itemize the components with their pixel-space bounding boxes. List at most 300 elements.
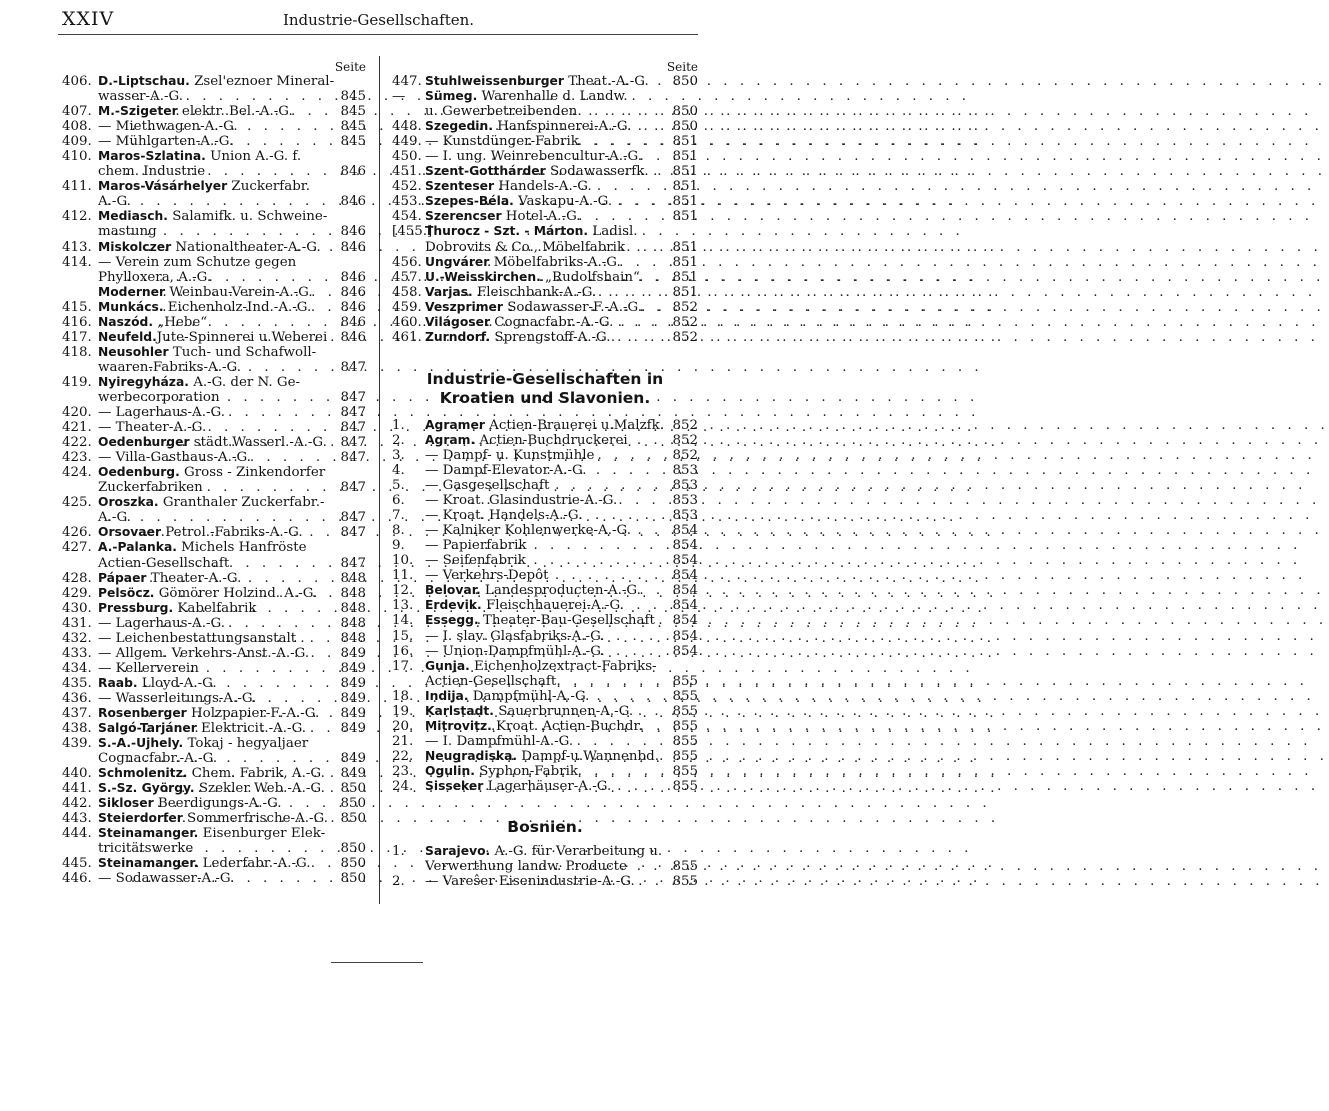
- page-ref: 845: [340, 119, 366, 135]
- entry-number: 2.: [392, 874, 405, 890]
- list-item: [392, 224, 698, 254]
- page-ref: 855: [672, 718, 698, 734]
- page-ref: 855: [672, 748, 698, 764]
- list-item: [62, 420, 366, 435]
- page-ref: 846: [340, 164, 366, 180]
- entry-line: [392, 463, 698, 478]
- list-item: [62, 255, 366, 300]
- entry-description: Weinbau-Verein-A.-G.: [165, 284, 313, 300]
- page-ref: 847: [340, 525, 366, 541]
- leader-dots: [127, 751, 336, 766]
- entry-description: Möbelfabriks-A.-G.: [489, 254, 621, 270]
- leader-dots: [470, 255, 668, 270]
- entry-line: [62, 465, 366, 480]
- page-ref: 855: [672, 778, 698, 794]
- entry-description: Szekler Web.-A.-G.: [194, 781, 325, 797]
- entry-line: [392, 224, 698, 239]
- entry-description: — Villa-Gasthaus-A.-G.: [98, 450, 251, 466]
- entry-text: [98, 660, 199, 676]
- entry-line: [62, 616, 366, 631]
- leader-dots: [471, 598, 668, 613]
- entry-line: [392, 598, 698, 613]
- entry-description: Fleischhauerei-A.-G.: [481, 598, 624, 614]
- page-ref: 847: [340, 510, 366, 526]
- entry-text: [425, 763, 579, 779]
- entry-description: — Papierfabrik: [425, 538, 527, 554]
- list-item: [392, 583, 698, 598]
- entry-continuation: [62, 510, 366, 525]
- entry-text: [98, 751, 218, 767]
- entry-description: — I. slav. Glasfabriks-A.-G.: [425, 628, 605, 644]
- entry-text: [425, 703, 634, 719]
- entry-text: [425, 104, 578, 120]
- leader-dots: [469, 330, 668, 345]
- list-item: [62, 74, 366, 104]
- list-item: [62, 435, 366, 450]
- entry-text: [98, 465, 366, 480]
- entry-number: 433.: [62, 645, 92, 661]
- list-item: [392, 433, 698, 448]
- company-name: Világoser: [425, 314, 491, 329]
- entry-description: Fleischbank-A.-G.: [472, 284, 597, 300]
- leader-dots: [131, 871, 336, 886]
- entry-text: [98, 811, 328, 827]
- list-item: [62, 601, 366, 616]
- company-name: Varjas.: [425, 284, 473, 299]
- entry-description: — Vareŝer Eisenindustrie-A.-G.: [425, 874, 635, 890]
- leader-dots: [456, 478, 668, 493]
- page-ref: 851: [672, 149, 698, 165]
- company-name: S.-Sz. György.: [98, 781, 195, 796]
- entry-text: [425, 844, 698, 859]
- company-name: Stuhlweissenburger: [425, 74, 564, 88]
- leader-dots: [462, 104, 668, 119]
- company-name: U.-Weisskirchen.: [425, 269, 541, 284]
- company-name: Gunja.: [425, 658, 470, 673]
- entry-line: [392, 194, 698, 209]
- list-item: [62, 104, 366, 119]
- company-name: Steinamanger.: [98, 856, 199, 871]
- page-ref: 855: [672, 859, 698, 875]
- leader-dots: [148, 766, 336, 781]
- entry-line: [392, 764, 698, 779]
- entry-continuation: [62, 751, 366, 766]
- entry-number: 18.: [392, 688, 414, 704]
- list-item: [62, 826, 366, 856]
- entry-number: 417.: [62, 329, 92, 345]
- entry-number: 432.: [62, 630, 92, 646]
- page-ref: 855: [672, 703, 698, 719]
- leader-dots: [462, 134, 668, 149]
- leader-dots: [120, 89, 336, 104]
- leader-dots: [135, 601, 336, 616]
- page-ref: 850: [340, 811, 366, 827]
- list-item: [392, 149, 698, 164]
- entry-line: [62, 571, 366, 586]
- list-item: [392, 644, 698, 659]
- list-item: [392, 209, 698, 224]
- company-name: Mitrovitz.: [425, 718, 492, 733]
- leader-dots: [473, 874, 668, 889]
- list-item: [392, 734, 698, 749]
- entry-description: Nationaltheater-A.-G.: [171, 239, 321, 255]
- entry-description: Vaskapu-A.-G.: [513, 194, 613, 210]
- list-item: [392, 448, 698, 463]
- page-ref: 854: [672, 598, 698, 614]
- leader-dots: [451, 538, 668, 553]
- entry-description: Handels-A.-G.: [494, 179, 592, 195]
- page-ref: 847: [340, 389, 366, 405]
- entry-number: 411.: [62, 179, 92, 195]
- leader-dots: [127, 676, 336, 691]
- entry-line: [62, 435, 366, 450]
- entry-line: [392, 119, 698, 134]
- page-ref: 853: [672, 493, 698, 509]
- list-item: [62, 525, 366, 540]
- entry-description: — Kalniker Kohlenwerke-A.-G.: [425, 523, 631, 539]
- entry-description: Warenhalle d. Landw.: [477, 89, 628, 105]
- entry-description: — Kunstdünger-Fabrik: [425, 134, 579, 150]
- leader-dots: [469, 779, 668, 794]
- page-ref: 846: [340, 299, 366, 315]
- entry-text: [98, 164, 206, 180]
- leader-dots: [129, 405, 336, 420]
- entry-text: [98, 615, 225, 631]
- leader-dots: [469, 315, 668, 330]
- leader-dots: [146, 856, 336, 871]
- entry-text: [425, 74, 649, 89]
- entry-line: [392, 568, 698, 583]
- company-name: Agramer: [425, 417, 485, 432]
- entry-description: — Dampf-Elevator-A.-G.: [425, 462, 587, 478]
- list-item: [392, 493, 698, 508]
- entry-text: [98, 841, 194, 857]
- page-ref: 847: [340, 420, 366, 436]
- entry-description: Lloyd-A.-G.: [137, 675, 217, 691]
- page-ref: 849: [340, 660, 366, 676]
- entry-description: elektr. Bel.-A.-G.: [177, 104, 293, 120]
- leader-dots: [478, 418, 668, 433]
- entry-line: [392, 255, 698, 270]
- entry-number: 410.: [62, 149, 92, 165]
- right-column: [392, 60, 698, 889]
- entry-number: 421.: [62, 420, 92, 436]
- entry-text: [98, 375, 366, 390]
- entry-description: Sprengstoff-A.-G.: [490, 329, 611, 345]
- entry-description: Eisenburger Elek-: [198, 826, 326, 842]
- leader-dots: [147, 586, 336, 601]
- entry-text: [425, 417, 664, 433]
- page-ref: 846: [340, 314, 366, 330]
- list-item: [392, 764, 698, 779]
- entry-line: [392, 330, 698, 345]
- entry-number: 434.: [62, 660, 92, 676]
- list-item: [62, 149, 366, 179]
- list-item: [62, 796, 366, 811]
- list-item: [62, 179, 366, 209]
- entry-description: Phylloxera, A.-G.: [98, 269, 212, 285]
- leader-dots: [470, 493, 668, 508]
- leader-dots: [107, 194, 336, 209]
- list-item: [62, 661, 366, 676]
- entry-number: 438.: [62, 721, 92, 737]
- entry-description: — Verkehrs-Depôt: [425, 568, 549, 584]
- entry-description: Cognacfabr.-A.-G.: [490, 314, 614, 330]
- list-item: [392, 613, 698, 628]
- list-item: [392, 300, 698, 315]
- entry-number: 13.: [392, 598, 414, 614]
- entry-description: — Allgem. Verkehrs-Anst.-A.-G.: [98, 645, 310, 661]
- page-ref: 851: [672, 239, 698, 255]
- entry-description: Tokaj - hegyaljaer: [183, 736, 309, 752]
- entry-number: 444.: [62, 826, 92, 842]
- entry-text: [98, 329, 328, 345]
- entry-description: werbecorporation: [98, 389, 220, 405]
- company-name: Sikloser: [98, 796, 154, 811]
- entry-description: Lagerhäuser-A.-G.: [483, 778, 612, 794]
- leader-dots: [464, 463, 668, 478]
- entry-line: [62, 676, 366, 691]
- entry-number: 449.: [392, 134, 422, 150]
- leader-dots: [476, 164, 668, 179]
- list-item: [392, 719, 698, 734]
- entry-description: Syphon-Fabrik: [474, 763, 579, 779]
- entry-text: [98, 104, 293, 120]
- entry-text: [98, 134, 234, 150]
- entry-text: [425, 598, 624, 614]
- entry-line: [392, 749, 698, 764]
- list-item: [392, 478, 698, 493]
- entry-continuation: [62, 164, 366, 179]
- entry-line: [62, 706, 366, 721]
- company-name: Indija.: [425, 688, 469, 703]
- entry-line: [392, 285, 698, 300]
- entry-description: Granthaler Zuckerfabr.-: [158, 495, 325, 511]
- entry-line: [392, 613, 698, 628]
- entry-number: 14.: [392, 613, 414, 629]
- entry-text: [98, 871, 235, 887]
- list-item: [392, 844, 698, 874]
- leader-dots: [125, 315, 336, 330]
- entry-description: Actien-Brauerei u.Malzfk.: [484, 417, 664, 433]
- list-item: [392, 598, 698, 613]
- entry-text: [425, 149, 642, 165]
- entry-number: —: [392, 89, 406, 105]
- company-name: Thurocz - Szt. - Márton.: [425, 224, 589, 239]
- page-ref: 847: [340, 450, 366, 466]
- left-column: [62, 60, 366, 887]
- entry-number: 8.: [392, 523, 405, 539]
- entry-description: — Kellerverein: [98, 660, 199, 676]
- entry-text: [98, 630, 305, 646]
- page-title: Industrie-Gesellschaften.: [282, 11, 475, 29]
- page-ref: 854: [672, 643, 698, 659]
- page-ref: 848: [340, 570, 366, 586]
- entry-number: 16.: [392, 643, 414, 659]
- entry-description: — Lagerhaus-A.-G.: [98, 405, 225, 421]
- list-item: [392, 508, 698, 523]
- entry-description: Hanfspinnerei-A.-G.: [492, 119, 632, 135]
- entry-number: 4.: [392, 462, 405, 478]
- entry-description: Actien-Buchdruckerei: [475, 432, 628, 448]
- entry-line: [392, 689, 698, 704]
- entry-description: Sodawasserfk.: [545, 164, 649, 180]
- entry-text: [425, 553, 526, 569]
- leader-dots: [123, 661, 336, 676]
- entry-line: [62, 255, 366, 270]
- list-item: [62, 465, 366, 495]
- entry-number: 445.: [62, 856, 92, 872]
- seite-label-left: Seite: [334, 60, 366, 74]
- leader-dots: [132, 571, 336, 586]
- entry-continuation: [62, 194, 366, 209]
- entry-number: 437.: [62, 705, 92, 721]
- entry-line: [392, 433, 698, 448]
- company-name: Belovar.: [425, 583, 481, 598]
- list-item: [62, 691, 366, 706]
- company-name: S.-A.-Ujhely.: [98, 736, 184, 751]
- page-ref: 848: [340, 615, 366, 631]
- entry-text: [425, 673, 557, 689]
- entry-number: 6.: [392, 493, 405, 509]
- entry-text: [425, 523, 631, 539]
- page-ref: 846: [340, 269, 366, 285]
- list-item: [62, 721, 366, 736]
- company-name: Maros-Szlatina.: [98, 149, 206, 164]
- entry-description: Michels Hanfröste: [176, 540, 307, 556]
- entry-text: [98, 510, 131, 526]
- list-item: [62, 119, 366, 134]
- list-item: [392, 119, 698, 134]
- entry-number: 425.: [62, 495, 92, 511]
- entry-text: [98, 239, 321, 255]
- entry-text: [425, 568, 549, 584]
- leader-dots: [145, 631, 336, 646]
- entry-line: [392, 315, 698, 330]
- entry-description: A.-G. der N. Ge-: [188, 374, 301, 390]
- page-ref: 854: [672, 613, 698, 629]
- company-name: Steierdorfer: [98, 811, 183, 826]
- entry-description: Hotel-A.-G.: [501, 209, 581, 225]
- company-name: Pápaer: [98, 570, 147, 585]
- entry-description: — Miethwagen-A.-G.: [98, 119, 238, 135]
- entry-description: Eichenholz-Ind.-A.-G.: [163, 299, 312, 315]
- company-name: Karlstadt.: [425, 703, 494, 718]
- entry-text: [425, 538, 527, 554]
- entry-number: 441.: [62, 781, 92, 797]
- entry-continuation: [62, 480, 366, 495]
- list-item: [392, 315, 698, 330]
- company-name: Erdevik.: [425, 598, 482, 613]
- company-name: Steinamanger.: [98, 826, 199, 841]
- leader-dots: [113, 224, 336, 239]
- entry-text: [425, 299, 642, 315]
- company-name: Rosenberger: [98, 705, 187, 720]
- leader-dots: [463, 508, 668, 523]
- entry-number: 412.: [62, 209, 92, 225]
- leader-dots: [145, 646, 336, 661]
- page-ref: 852: [672, 417, 698, 433]
- entry-line: [392, 300, 698, 315]
- entry-line: [62, 330, 366, 345]
- entry-text: [98, 359, 241, 375]
- entry-number: 10.: [392, 553, 414, 569]
- entry-text: [425, 733, 574, 749]
- entry-text: [98, 781, 325, 797]
- entry-description: Sodawasser-F.-A.-G.: [502, 299, 642, 315]
- company-name: Orsovaer: [98, 525, 162, 540]
- list-item: [62, 495, 366, 525]
- list-item: [62, 209, 366, 239]
- leader-dots: [128, 390, 336, 405]
- entry-text: [98, 405, 225, 421]
- entry-number: 414.: [62, 254, 92, 270]
- entry-line: [62, 450, 366, 465]
- leader-dots: [134, 450, 336, 465]
- entry-text: [98, 299, 312, 315]
- page-ref: 850: [672, 104, 698, 120]
- entry-text: [98, 224, 157, 240]
- list-item: [62, 706, 366, 721]
- entry-description: Eichenholzextract-Fabriks-: [469, 658, 657, 674]
- page-ref: 853: [672, 508, 698, 524]
- entry-number: 423.: [62, 450, 92, 466]
- entry-continuation: [62, 270, 366, 285]
- entry-number: 416.: [62, 314, 92, 330]
- entry-text: [98, 119, 238, 135]
- list-item: [392, 330, 698, 345]
- entry-description: — Seifenfabrik: [425, 553, 526, 569]
- leader-dots: [126, 270, 336, 285]
- entry-line: [62, 495, 366, 510]
- page-ref: 853: [672, 478, 698, 494]
- entry-text: [425, 179, 592, 195]
- page-ref: 851: [672, 179, 698, 195]
- entry-line: [62, 420, 366, 435]
- entry-text: [98, 389, 220, 405]
- entry-number: 454.: [392, 209, 422, 225]
- entry-text: [425, 874, 635, 890]
- list-item: [392, 270, 698, 285]
- entry-text: [425, 478, 550, 494]
- entry-number: 431.: [62, 615, 92, 631]
- entry-text: [98, 675, 217, 691]
- entry-line: [62, 315, 366, 330]
- company-name: Mediasch.: [98, 209, 168, 224]
- entry-text: [98, 255, 366, 270]
- entry-line: [62, 721, 366, 736]
- entry-description: Union A.-G. f.: [205, 149, 302, 165]
- page-ref: 847: [340, 359, 366, 375]
- entry-continuation: [392, 240, 698, 255]
- page-ref: 851: [672, 164, 698, 180]
- leader-dots: [140, 796, 336, 811]
- leader-dots: [451, 553, 668, 568]
- entry-text: [98, 89, 183, 105]
- company-name: M.-Szigeter: [98, 104, 178, 119]
- entry-description: u. Gewerbetreibenden: [425, 104, 578, 120]
- leader-dots: [473, 704, 668, 719]
- entry-number: 24.: [392, 778, 414, 794]
- leader-dots: [147, 240, 336, 255]
- entry-line: [392, 134, 698, 149]
- entry-line: [392, 659, 698, 674]
- entry-text: [98, 766, 325, 782]
- entry-number: 424.: [62, 465, 92, 481]
- page-ref: 846: [340, 329, 366, 345]
- page-ref: 855: [672, 874, 698, 890]
- list-item: [392, 285, 698, 300]
